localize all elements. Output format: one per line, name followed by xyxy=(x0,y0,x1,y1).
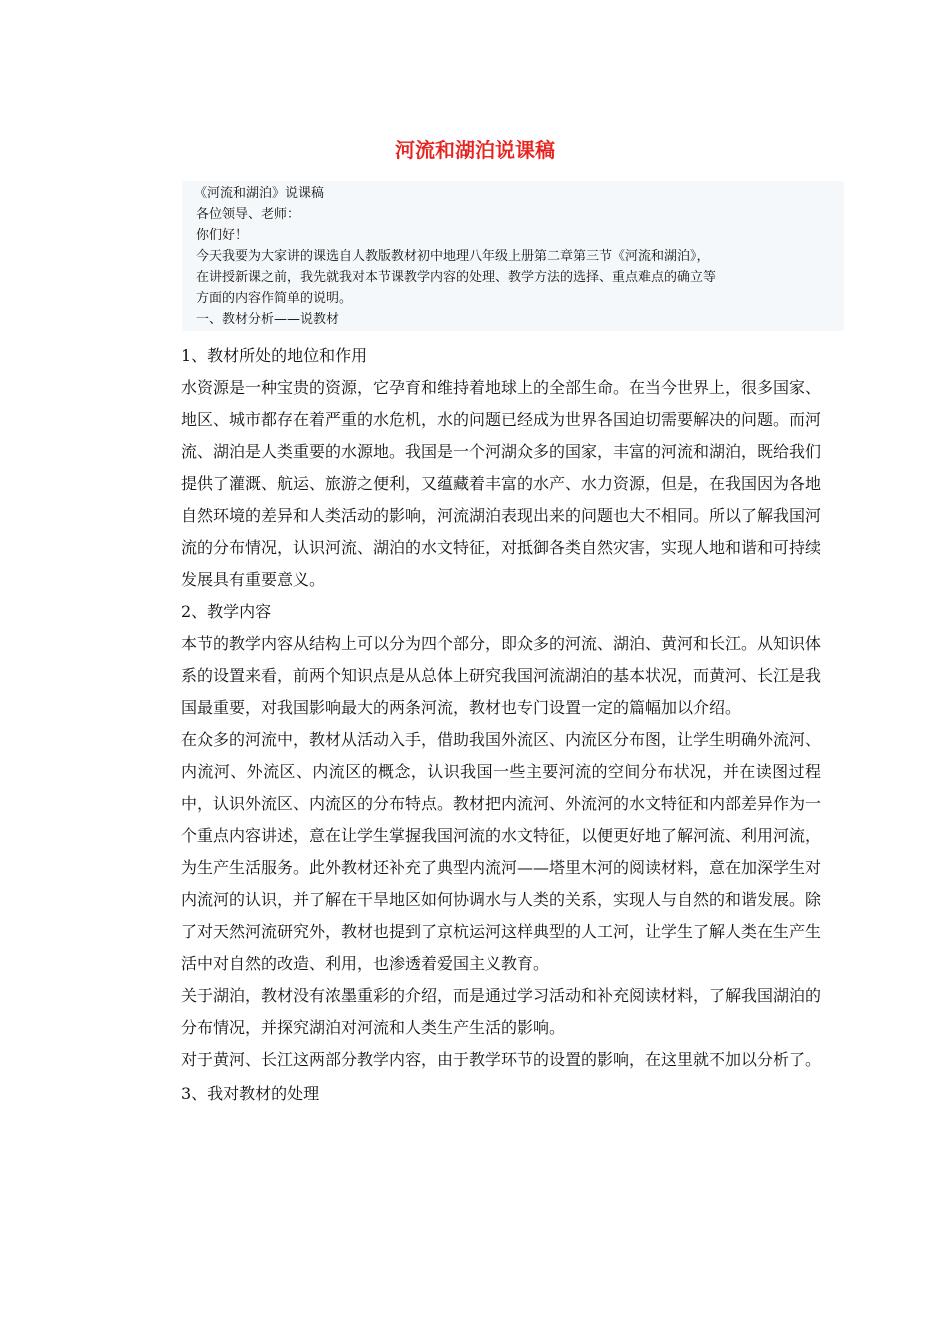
section-heading: 1、教材所处的地位和作用 xyxy=(181,346,368,365)
excerpt-line: 今天我要为大家讲的课选自人教版教材初中地理八年级上册第二章第三节《河流和湖泊》， xyxy=(196,249,710,264)
paragraph: 水资源是一种宝贵的资源，它孕育和维持着地球上的全部生命。在当今世界上，很多国家、地区、城市都存在着严重的水危机，水的问题已经成为世界各国迫切需要解决的问题。而河流、湖泊是人类重要的水源地。我国是一个河湖众多的国家，丰富的河流和湖泊，既给我们提供了灌溉、航运、旅游之便利，又蕴藏着丰富的水产、水力资源，但是，在我国因为各地自然环境的差异和人类活动的影响，河流湖泊表现出来的问题也大不相同。所以了解我国河流的分布情况，认识河流、湖泊的水文特征，对抵御各类自然灾害，实现人地和谐和可持续发展具有重要意义。 xyxy=(181,378,822,589)
excerpt-line: 你们好！ xyxy=(196,228,249,243)
excerpt-box xyxy=(182,181,844,331)
excerpt-line: 一、教材分析——说教材 xyxy=(196,312,340,327)
paragraph: 在众多的河流中，教材从活动入手，借助我国外流区、内流区分布图，让学生明确外流河、内流河、外流区、内流区的概念，认识我国一些主要河流的空间分布状况，并在读图过程中，认识外流区、内流区的分布特点。教材把内流河、外流河的水文特征和内部差异作为一个重点内容讲述，意在让学生掌握我国河流的水文特征，以便更好地了解河流、利用河流，为生产生活服务。此外教材还补充了典型内流河——塔里木河的阅读材料，意在加深学生对内流河的认识，并了解在干旱地区如何协调水与人类的关系，实现人与自然的和谐发展。除了对天然河流研究外，教材也提到了京杭运河这样典型的人工河，让学生了解人类在生产生活中对自然的改造、利用，也渗透着爱国主义教育。 xyxy=(181,730,822,973)
section-heading: 2、教学内容 xyxy=(181,602,272,621)
section-heading: 3、我对教材的处理 xyxy=(181,1084,320,1103)
excerpt-line: 方面的内容作简单的说明。 xyxy=(196,291,353,306)
excerpt-line: 《河流和湖泊》说课稿 xyxy=(194,186,325,201)
paragraph: 对于黄河、长江这两部分教学内容，由于教学环节的设置的影响，在这里就不加以分析了。 xyxy=(181,1050,822,1069)
excerpt-line: 各位领导、老师： xyxy=(196,207,301,222)
paragraph: 本节的教学内容从结构上可以分为四个部分，即众多的河流、湖泊、黄河和长江。从知识体系的设置来看，前两个知识点是从总体上研究我国河流湖泊的基本状况，而黄河、长江是我国最重要，对我国影响最大的两条河流，教材也专门设置一定的篇幅加以介绍。 xyxy=(181,634,822,717)
page-title: 河流和湖泊说课稿 xyxy=(395,138,555,162)
excerpt-line: 在讲授新课之前，我先就我对本节课教学内容的处理、教学方法的选择、重点难点的确立等 xyxy=(196,270,717,285)
body-text xyxy=(181,340,821,1110)
paragraph: 关于湖泊，教材没有浓墨重彩的介绍，而是通过学习活动和补充阅读材料，了解我国湖泊的分布情况，并探究湖泊对河流和人类生产生活的影响。 xyxy=(181,986,822,1037)
